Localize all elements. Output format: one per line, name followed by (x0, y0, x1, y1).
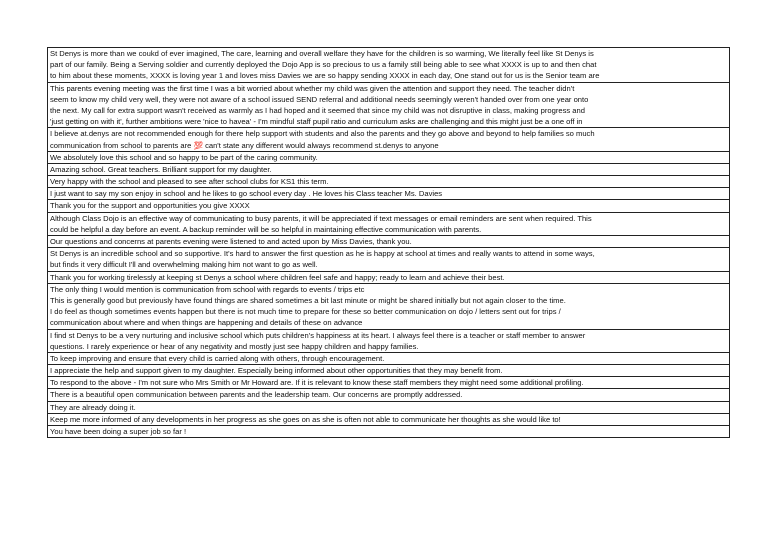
comment-cell (48, 413, 730, 425)
comment-line: To respond to the above - I'm not sure who Mrs Smith or Mr Howard are. If it is relevant to know these staff members they might need some additional profiling. (50, 378, 584, 388)
table-row (48, 426, 730, 438)
comment-cell (48, 352, 730, 364)
comments-table (47, 47, 730, 438)
comment-line: Thank you for working tirelessly at keeping st Denys a school where children feel safe and happy; ready to learn and achieve their best. (50, 272, 505, 282)
table-row (48, 163, 730, 175)
comment-line: Our questions and concerns at parents evening were listened to and acted upon by Miss Davies, thank you. (50, 237, 412, 246)
table-row (48, 401, 730, 413)
comment-line: communication about where and when things are happening and details of these on advance (50, 318, 363, 328)
comment-line: I find st Denys to be a very nurturing and inclusive school which puts children's happiness at its heart. I always feel there is a teacher or staff member to answer (50, 330, 586, 340)
comment-line: This is generally good but previously have found things are shared sometimes a bit last minute or might be shared initially but not again closer to the time. (50, 295, 566, 305)
comment-cell (48, 283, 730, 329)
comment-line: This parents evening meeting was the first time I was a bit worried about whether my child was given the attention and support they need. The teacher didn't (50, 83, 575, 93)
comment-line: but finds it very difficult I'll and overwhelming making him not want to go as well. (50, 260, 318, 270)
comment-cell (48, 271, 730, 283)
table-row (48, 377, 730, 389)
table-row (48, 48, 730, 83)
comment-line: I just want to say my son enjoy in school and he likes to go school every day . He loves his Class teacher Ms. Davies (50, 189, 443, 199)
comment-line: seem to know my child very well, they were not aware of a school issued SEND referral and additional needs seemingly weren't handed over from one year onto (50, 94, 589, 104)
comment-line: They are already doing it. (50, 402, 136, 412)
comment-cell (48, 377, 730, 389)
comment-line: St Denys is an incredible school and so supportive. It's hard to answer the first question as he is happy at school at times and really wants to attend in some ways, (50, 249, 595, 259)
table-row (48, 413, 730, 425)
comment-line: could be helpful a day before an event. A backup reminder will be so helpful in maintaining effective communication with parents. (50, 224, 482, 234)
comment-cell (48, 365, 730, 377)
comment-line: I do feel as though sometimes events happen but there is not much time to prepare for these so better communication on dojo / letters sent out for trips / (50, 307, 561, 317)
comment-line: Keep me more informed of any developments in her progress as she goes on as she is often not able to communicate her thoughts as she would like to! (50, 414, 561, 424)
comment-cell (48, 401, 730, 413)
comment-line: I believe at.denys are not recommended enough for there help support with students and also the parents and they go above and beyond to help families so much (50, 129, 595, 139)
comments-table-body (48, 48, 730, 438)
comment-cell (48, 163, 730, 175)
comment-cell (48, 188, 730, 200)
table-row (48, 82, 730, 128)
comment-line: I appreciate the help and support given to my daughter. Especially being informed about other opportunities that they may benefit from. (50, 366, 503, 376)
table-row (48, 271, 730, 283)
comment-line: Thank you for the support and opportunities you give XXXX (50, 201, 250, 211)
table-row (48, 236, 730, 248)
comment-line: Amazing school. Great teachers. Brilliant support for my daughter. (50, 164, 272, 174)
comment-line: St Denys is more than we coukd of ever imagined, The care, learning and overall welfare they have for the children is so warming, We literally feel like St Denys is (50, 49, 594, 58)
comment-cell (48, 176, 730, 188)
table-row (48, 188, 730, 200)
table-row (48, 176, 730, 188)
comment-line: Although Class Dojo is an effective way of communicating to busy parents, it will be appreciated if text messages or email reminders are sent when required. This (50, 213, 592, 223)
table-row (48, 352, 730, 364)
comment-line: questions. I rarely experience or hear of any negativity and mostly just see happy children and happy families. (50, 341, 419, 351)
comment-cell (48, 200, 730, 212)
table-row (48, 283, 730, 329)
comment-line: communication from school to parents are 💯 can't state any different would always recommend st.denys to anyone (50, 140, 439, 150)
table-row (48, 151, 730, 163)
comment-cell (48, 389, 730, 401)
table-row (48, 200, 730, 212)
comment-cell (48, 248, 730, 271)
comments-sheet (47, 47, 730, 438)
comment-cell (48, 48, 730, 83)
comment-line: to him about these moments, XXXX is loving year 1 and loves miss Davies we are so happy sending XXXX in each day, One stand out for us is the Senior team are (50, 71, 600, 81)
comment-line: The only thing I would mention is communication from school with regards to events / trips etc (50, 284, 365, 294)
table-row (48, 248, 730, 271)
comment-cell (48, 236, 730, 248)
comment-cell (48, 329, 730, 352)
comment-cell (48, 426, 730, 438)
table-row (48, 128, 730, 151)
comment-line: 'just getting on with it', further ambitions were 'nice to havea' - I'm mindful staff pupil ratio and curriculum asks are challenging and this might just be a one off in (50, 117, 583, 127)
comment-cell (48, 82, 730, 128)
table-row (48, 389, 730, 401)
table-row (48, 329, 730, 352)
comment-line: We absolutely love this school and so happy to be part of the caring community. (50, 152, 318, 162)
table-row (48, 365, 730, 377)
comment-cell (48, 212, 730, 235)
comment-line: part of our family. Being a Serving soldier and currently deployed the Dojo App is so precious to us a family still being able to see what XXXX is up to and then chat (50, 60, 597, 70)
table-row (48, 212, 730, 235)
comment-line: Very happy with the school and pleased to see after school clubs for KS1 this term. (50, 177, 329, 187)
comment-cell (48, 151, 730, 163)
comment-line: the next. My call for extra support wasn't received as warmly as I had hoped and it seemed that since my child was not disruptive in class, making progress and (50, 105, 585, 115)
comment-line: You have been doing a super job so far ! (50, 427, 187, 436)
comment-cell (48, 128, 730, 151)
comment-line: To keep improving and ensure that every child is carried along with others, through encouragement. (50, 353, 385, 363)
comment-line: There is a beautiful open communication between parents and the leadership team. Our concerns are promptly addressed. (50, 390, 463, 400)
